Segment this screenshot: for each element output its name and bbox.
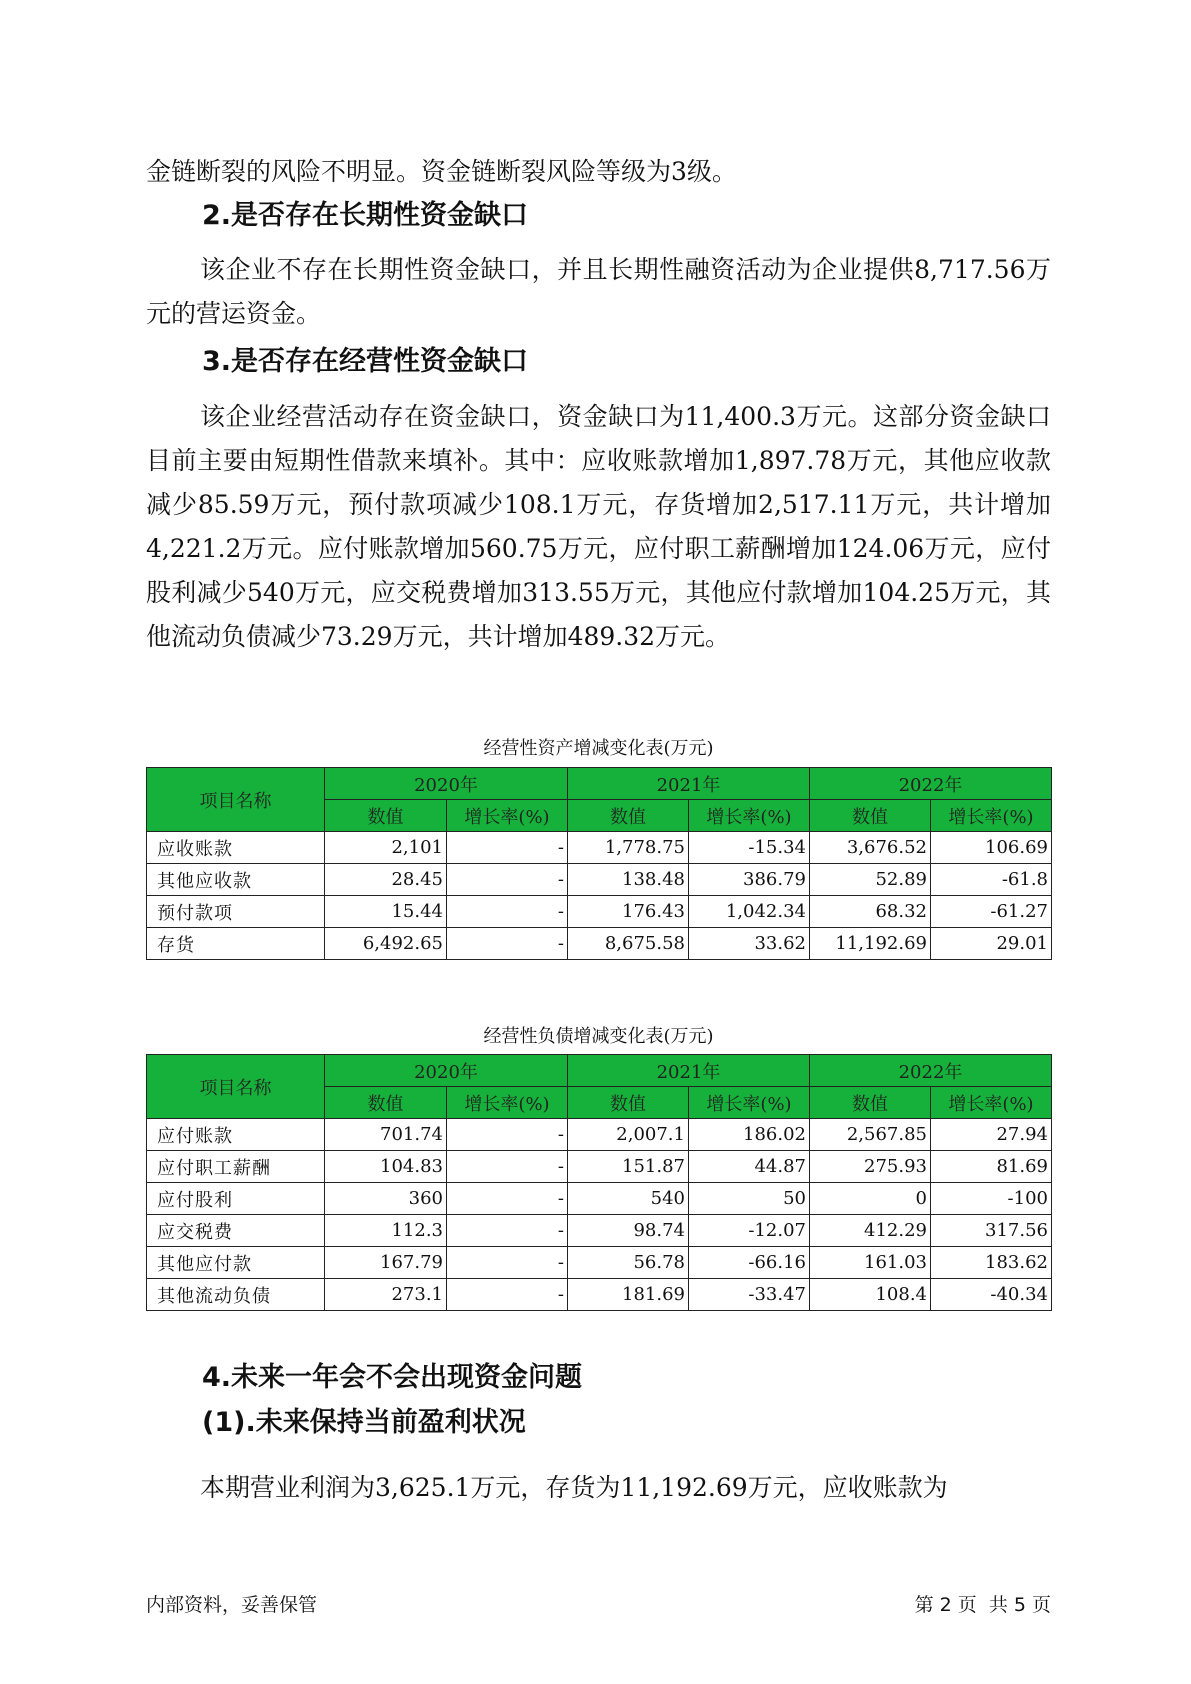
value-cell: 540 <box>568 1183 689 1215</box>
growth-cell: - <box>447 832 568 864</box>
value-cell: 112.3 <box>325 1215 447 1247</box>
assets-table <box>146 767 1052 960</box>
table-row <box>147 832 1052 864</box>
value-cell: 108.4 <box>810 1279 931 1311</box>
table-row <box>147 1119 1052 1151</box>
row-item-name: 存货 <box>147 928 325 960</box>
header-year-2020: 2020年 <box>325 1055 568 1087</box>
growth-cell: 386.79 <box>689 864 810 896</box>
value-cell: 181.69 <box>568 1279 689 1311</box>
liabilities-table-caption: 经营性负债增减变化表(万元) <box>483 1026 714 1047</box>
value-cell: 360 <box>325 1183 447 1215</box>
header-item-name: 项目名称 <box>147 1055 325 1119</box>
growth-cell: 106.69 <box>931 832 1052 864</box>
growth-cell: - <box>447 1215 568 1247</box>
header-year-2021: 2021年 <box>568 1055 810 1087</box>
value-cell: 15.44 <box>325 896 447 928</box>
heading-long-term-gap: 2.是否存在长期性资金缺口 <box>202 200 529 231</box>
value-cell: 275.93 <box>810 1151 931 1183</box>
growth-cell: - <box>447 1151 568 1183</box>
header-growth: 增长率(%) <box>931 1087 1052 1119</box>
row-item-name: 其他应付款 <box>147 1247 325 1279</box>
heading-operating-gap: 3.是否存在经营性资金缺口 <box>202 346 529 377</box>
value-cell: 273.1 <box>325 1279 447 1311</box>
value-cell: 2,101 <box>325 832 447 864</box>
growth-cell: 33.62 <box>689 928 810 960</box>
value-cell: 2,567.85 <box>810 1119 931 1151</box>
table-row <box>147 1183 1052 1215</box>
value-cell: 2,007.1 <box>568 1119 689 1151</box>
paragraph-operating-gap: 该企业经营活动存在资金缺口，资金缺口为11,400.3万元。这部分资金缺口目前主要由短期性借款来填补。其中：应收账款增加1,897.78万元，其他应收款减少85.59万元，预付款项减少108.1万元，存货增加2,517.11万元，共计增加4,221.2万元。应付账款增加560.75万元，应付职工薪酬增加124.06万元，应付股利减少540万元，应交税费增加313.55万元，其他应付款增加104.25万元，其他流动负债减少73.29万元，共计增加489.32万元。 <box>146 402 1051 651</box>
value-cell: 3,676.52 <box>810 832 931 864</box>
growth-cell: 27.94 <box>931 1119 1052 1151</box>
footer-page-number: 第 2 页 共 5 页 <box>914 1594 1051 1616</box>
growth-cell: - <box>447 1247 568 1279</box>
row-item-name: 预付款项 <box>147 896 325 928</box>
table-row <box>147 864 1052 896</box>
value-cell: 98.74 <box>568 1215 689 1247</box>
paragraph-profitability: 本期营业利润为3,625.1万元，存货为11,192.69万元，应收账款为 <box>200 1473 948 1502</box>
table-row <box>147 1247 1052 1279</box>
table-row <box>147 1279 1052 1311</box>
row-item-name: 应收账款 <box>147 832 325 864</box>
table-row <box>147 896 1052 928</box>
value-cell: 52.89 <box>810 864 931 896</box>
growth-cell: -15.34 <box>689 832 810 864</box>
table-row <box>147 1215 1052 1247</box>
paragraph-continuation: 金链断裂的风险不明显。资金链断裂风险等级为3级。 <box>146 157 737 186</box>
growth-cell: -40.34 <box>931 1279 1052 1311</box>
value-cell: 56.78 <box>568 1247 689 1279</box>
value-cell: 28.45 <box>325 864 447 896</box>
value-cell: 412.29 <box>810 1215 931 1247</box>
header-year-2020: 2020年 <box>325 768 568 800</box>
header-growth: 增长率(%) <box>447 800 568 832</box>
growth-cell: -61.8 <box>931 864 1052 896</box>
row-item-name: 其他流动负债 <box>147 1279 325 1311</box>
value-cell: 151.87 <box>568 1151 689 1183</box>
header-value: 数值 <box>568 1087 689 1119</box>
growth-cell: - <box>447 1183 568 1215</box>
value-cell: 0 <box>810 1183 931 1215</box>
header-value: 数值 <box>810 800 931 832</box>
value-cell: 68.32 <box>810 896 931 928</box>
growth-cell: -61.27 <box>931 896 1052 928</box>
heading-next-year-funding: 4.未来一年会不会出现资金问题 <box>202 1362 583 1393</box>
header-value: 数值 <box>568 800 689 832</box>
growth-cell: 1,042.34 <box>689 896 810 928</box>
growth-cell: -100 <box>931 1183 1052 1215</box>
growth-cell: - <box>447 1279 568 1311</box>
paragraph-long-term-gap: 该企业不存在长期性资金缺口，并且长期性融资活动为企业提供8,717.56万元的营运资金。 <box>146 255 1051 328</box>
header-year-2022: 2022年 <box>810 1055 1052 1087</box>
header-year-2021: 2021年 <box>568 768 810 800</box>
header-value: 数值 <box>810 1087 931 1119</box>
row-item-name: 应交税费 <box>147 1215 325 1247</box>
liabilities-table <box>146 1054 1052 1311</box>
value-cell: 161.03 <box>810 1247 931 1279</box>
row-item-name: 其他应收款 <box>147 864 325 896</box>
row-item-name: 应付账款 <box>147 1119 325 1151</box>
value-cell: 104.83 <box>325 1151 447 1183</box>
growth-cell: -66.16 <box>689 1247 810 1279</box>
growth-cell: - <box>447 864 568 896</box>
table-row <box>147 1151 1052 1183</box>
header-growth: 增长率(%) <box>689 1087 810 1119</box>
growth-cell: 29.01 <box>931 928 1052 960</box>
growth-cell: 183.62 <box>931 1247 1052 1279</box>
growth-cell: 317.56 <box>931 1215 1052 1247</box>
table-row <box>147 928 1052 960</box>
value-cell: 11,192.69 <box>810 928 931 960</box>
growth-cell: 81.69 <box>931 1151 1052 1183</box>
assets-table-caption: 经营性资产增减变化表(万元) <box>483 738 714 759</box>
header-value: 数值 <box>325 1087 447 1119</box>
value-cell: 1,778.75 <box>568 832 689 864</box>
value-cell: 8,675.58 <box>568 928 689 960</box>
growth-cell: - <box>447 1119 568 1151</box>
header-item-name: 项目名称 <box>147 768 325 832</box>
value-cell: 701.74 <box>325 1119 447 1151</box>
value-cell: 176.43 <box>568 896 689 928</box>
growth-cell: 44.87 <box>689 1151 810 1183</box>
growth-cell: -33.47 <box>689 1279 810 1311</box>
header-growth: 增长率(%) <box>931 800 1052 832</box>
value-cell: 6,492.65 <box>325 928 447 960</box>
growth-cell: - <box>447 928 568 960</box>
subheading-current-profitability: (1).未来保持当前盈利状况 <box>202 1407 526 1438</box>
header-value: 数值 <box>325 800 447 832</box>
header-growth: 增长率(%) <box>447 1087 568 1119</box>
header-growth: 增长率(%) <box>689 800 810 832</box>
growth-cell: - <box>447 896 568 928</box>
growth-cell: 186.02 <box>689 1119 810 1151</box>
row-item-name: 应付股利 <box>147 1183 325 1215</box>
growth-cell: -12.07 <box>689 1215 810 1247</box>
row-item-name: 应付职工薪酬 <box>147 1151 325 1183</box>
header-year-2022: 2022年 <box>810 768 1052 800</box>
value-cell: 138.48 <box>568 864 689 896</box>
footer-confidential-note: 内部资料，妥善保管 <box>146 1594 318 1616</box>
value-cell: 167.79 <box>325 1247 447 1279</box>
growth-cell: 50 <box>689 1183 810 1215</box>
